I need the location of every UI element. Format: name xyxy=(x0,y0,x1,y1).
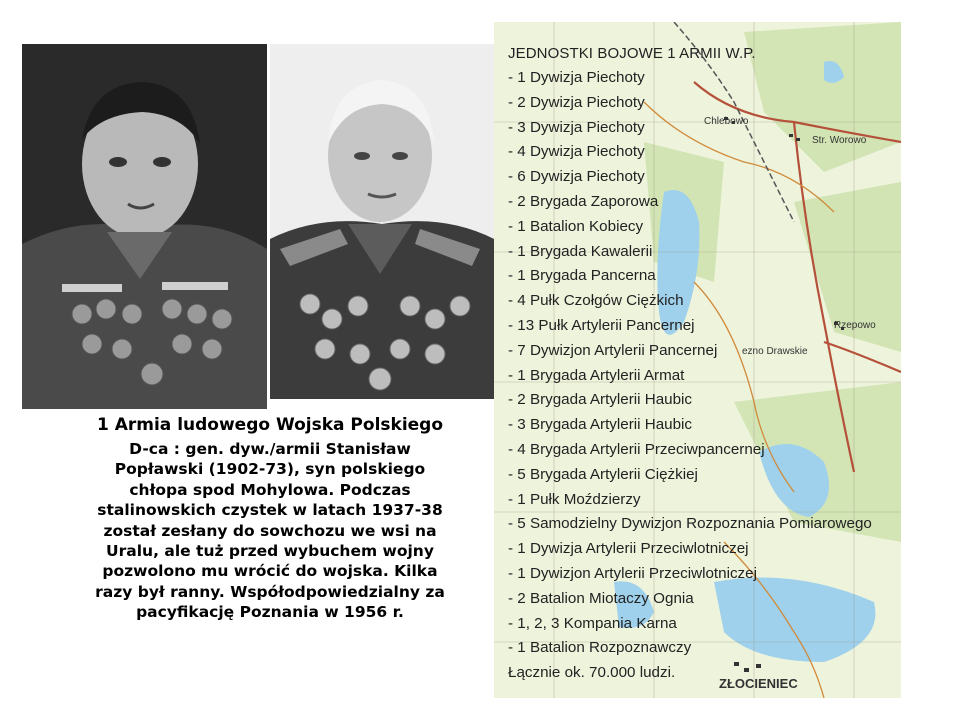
list-item: - 1 Dywizja Artylerii Przeciwlotniczej xyxy=(508,540,749,558)
combat-units-list xyxy=(508,42,901,686)
list-item: - 5 Brygada Artylerii Ciężkiej xyxy=(508,465,698,483)
caption-line: D-ca : gen. dyw./armii Stanisław xyxy=(129,440,411,458)
list-item: - 1, 2, 3 Kompania Karna xyxy=(508,614,677,632)
caption-line: razy był ranny. Współodpowiedzialny za xyxy=(95,582,445,601)
place-label-str-worowo: Str. Worowo xyxy=(812,135,867,146)
caption-line: Popławski (1902-73), syn polskiego xyxy=(114,460,426,479)
list-item: - 1 Brygada Pancerna xyxy=(508,267,656,285)
caption-line: został zesłany do sowchozu we wsi na xyxy=(103,521,437,540)
list-item: - 1 Brygada Artylerii Armat xyxy=(508,366,685,384)
caption-line: chłopa spod Mohylowa. Podczas xyxy=(129,480,411,499)
list-item: - 3 Brygada Artylerii Haubic xyxy=(508,416,693,434)
topographic-map xyxy=(494,22,901,698)
list-item: - 5 Samodzielny Dywizjon Rozpoznania Pomiarowego xyxy=(508,515,872,533)
biography-caption xyxy=(65,413,475,623)
caption-line: pacyfikację Poznania w 1956 r. xyxy=(136,603,404,622)
place-label-zlocieniec: ZŁOCIENIEC xyxy=(719,676,798,691)
caption-title: 1 Armia ludowego Wojska Polskiego xyxy=(96,415,444,435)
list-item: - 1 Dywizja Piechoty xyxy=(508,69,645,86)
list-item: - 2 Dywizja Piechoty xyxy=(508,93,645,111)
caption-line: pozwolono mu wrócić do wojska. Kilka xyxy=(102,562,438,581)
place-label-drawskie: ezno Drawskie xyxy=(742,346,808,357)
caption-line: Uralu, ale tuż przed wybuchem wojny xyxy=(106,542,434,561)
list-item: - 4 Brygada Artylerii Przeciwpancernej xyxy=(508,440,765,458)
list-item: - 4 Pułk Czołgów Ciężkich xyxy=(508,292,684,310)
caption-body xyxy=(65,439,475,623)
list-item: - 1 Pułk Moździerzy xyxy=(508,490,641,508)
list-item: - 13 Pułk Artylerii Pancernej xyxy=(508,316,695,334)
unit-list-title: JEDNOSTKI BOJOWE 1 ARMII W.P. xyxy=(508,45,756,62)
place-label-rzepowo: Rzepowo xyxy=(834,320,876,331)
portrait-1-drawing xyxy=(22,44,267,409)
units-total: Łącznie ok. 70.000 ludzi. xyxy=(508,664,676,682)
portrait-2-drawing xyxy=(270,44,494,399)
list-item: - 1 Batalion Kobiecy xyxy=(508,217,644,235)
portrait-photo-1 xyxy=(22,44,267,409)
list-item: - 2 Brygada Zaporowa xyxy=(508,192,659,210)
place-label-chlebowo: Chlebowo xyxy=(704,116,749,127)
list-item: - 1 Brygada Kawalerii xyxy=(508,242,653,260)
portrait-photo-2 xyxy=(270,44,494,399)
list-item: - 3 Dywizja Piechoty xyxy=(508,118,645,136)
list-item: - 2 Batalion Miotaczy Ognia xyxy=(508,589,694,607)
list-item: - 7 Dywizjon Artylerii Pancernej xyxy=(508,341,718,359)
caption-line: stalinowskich czystek w latach 1937-38 xyxy=(97,501,443,520)
list-item: - 4 Dywizja Piechoty xyxy=(508,143,645,161)
list-item: - 2 Brygada Artylerii Haubic xyxy=(508,391,693,409)
list-item: - 1 Batalion Rozpoznawczy xyxy=(508,639,692,657)
list-item: - 6 Dywizja Piechoty xyxy=(508,168,645,186)
list-item: - 1 Dywizjon Artylerii Przeciwlotniczej xyxy=(508,564,757,582)
